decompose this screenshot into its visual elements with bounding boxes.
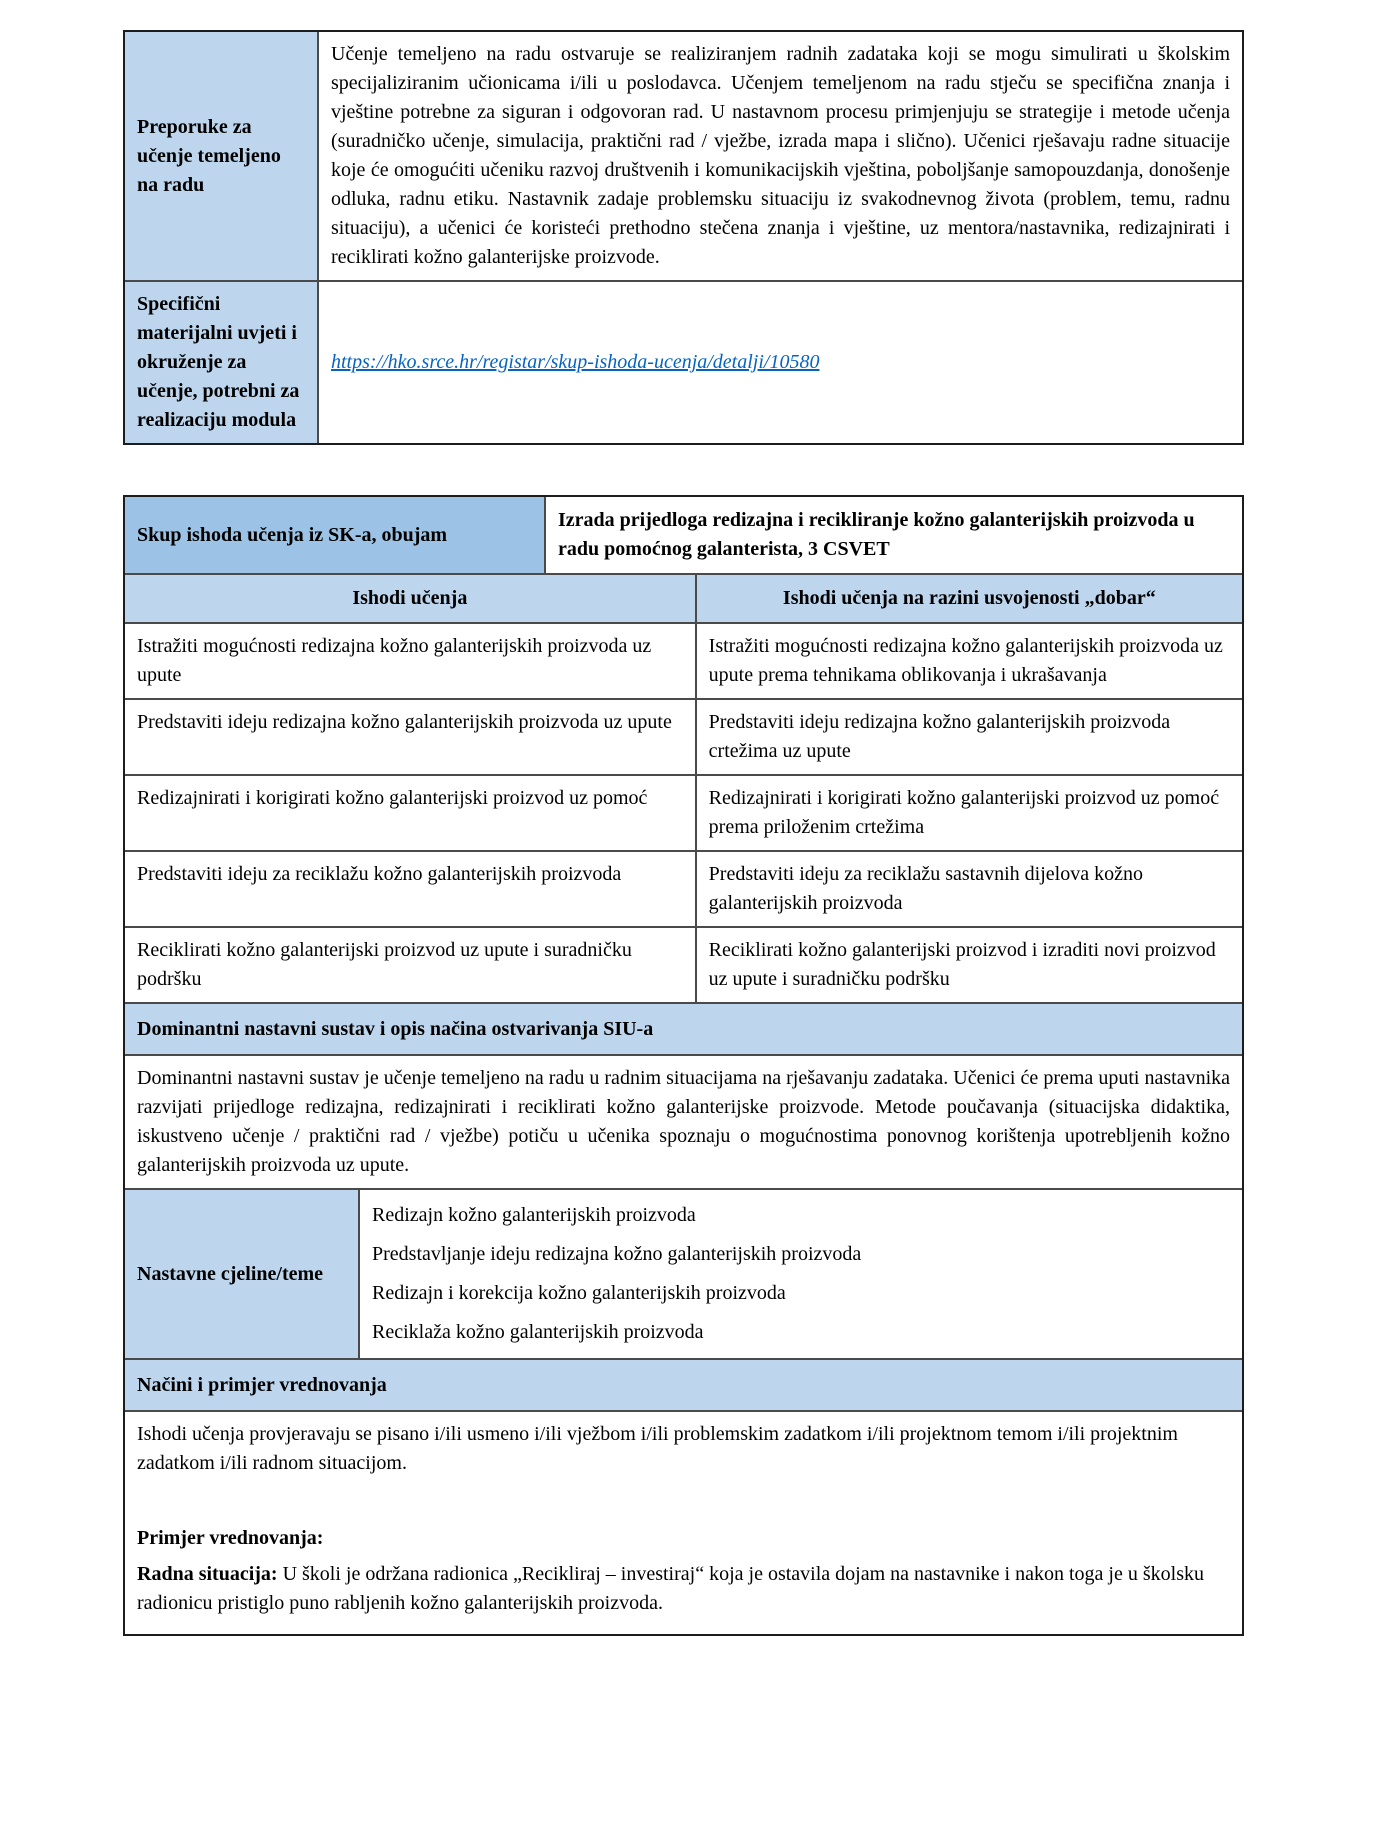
- vrednovanje-text: Ishodi učenja provjeravaju se pisano i/ili usmeno i/ili vježbom i/ili problemskim zadatkom i/ili projektnom temom i/ili projektnim zadatkom i/ili radnom situacijom.: [137, 1423, 1178, 1474]
- outcome-left: Predstaviti ideju za reciklažu kožno galanterijskih proizvoda: [137, 863, 622, 885]
- table-row-outcome-3: [125, 774, 1242, 850]
- teme-item: Redizajn kožno galanterijskih proizvoda: [372, 1204, 696, 1226]
- skup-ishoda-table: [123, 495, 1244, 1636]
- table-row-outcome-1: [125, 622, 1242, 698]
- preporuke-text: Učenje temeljeno na radu ostvaruje se realiziranjem radnih zadataka koji se mogu simulirati u školskim specijaliziranim učionicama i/ili u poslodavca. Učenjem temeljenom na radu stječu se specifična znanja i vještine potrebne za siguran i odgovoran rad. U nastavnom procesu primjenjuju se strategije i metode učenja (suradničko učenje, simulacija, praktični rad / vježbe, izrada mapa i slično). Učenici rješavaju radne situacije koje će omogućiti učeniku razvoj društvenih i komunikacijskih vještina, poboljšanje samopouzdanja, donošenje odluka, radnu etiku. Nastavnik zadaje problemsku situaciju iz svakodnevnog života (problem, temu, radnu situaciju), a učenici će koristeći prethodno stečena znanja i vještine, uz mentora/nastavnika, redizajnirati i reciklirati kožno galanterijske proizvode.: [317, 32, 1242, 280]
- skup-ishoda-value: Izrada prijedloga redizajna i recikliranje kožno galanterijskih proizvoda u radu pomoćnog galanterista, 3 CSVET: [544, 497, 1242, 573]
- document-page: [123, 30, 1244, 1636]
- outcome-right: Redizajnirati i korigirati kožno galanterijski proizvod uz pomoć prema priloženim crtežima: [695, 776, 1242, 850]
- table-row-outcome-2: [125, 698, 1242, 774]
- outcome-left: Istražiti mogućnosti redizajna kožno galanterijskih proizvoda uz upute: [137, 635, 652, 686]
- teme-item: Reciklaža kožno galanterijskih proizvoda: [372, 1321, 704, 1343]
- table-row-vrednovanje-header: [125, 1358, 1242, 1410]
- outcome-left: Reciklirati kožno galanterijski proizvod uz upute i suradničku podršku: [137, 939, 632, 990]
- teme-item: Redizajn i korekcija kožno galanterijskih proizvoda: [372, 1282, 786, 1304]
- radna-situacija-paragraph: [137, 1560, 1230, 1618]
- outcome-right: Istražiti mogućnosti redizajna kožno galanterijskih proizvoda uz upute prema tehnikama oblikovanja i ukrašavanja: [695, 624, 1242, 698]
- outcome-right: Predstaviti ideju redizajna kožno galanterijskih proizvoda crtežima uz upute: [695, 700, 1242, 774]
- table-row-specificni-uvjeti: [125, 280, 1242, 443]
- skup-ishoda-label: Skup ishoda učenja iz SK-a, obujam: [125, 497, 544, 573]
- table-row-dominantni-header: [125, 1002, 1242, 1054]
- column-header-ishodi-dobar: Ishodi učenja na razini usvojenosti „dobar“: [695, 575, 1242, 622]
- teme-item: Predstavljanje ideju redizajna kožno galanterijskih proizvoda: [372, 1243, 862, 1265]
- vrednovanje-header: Načini i primjer vrednovanja: [125, 1360, 1242, 1410]
- link-cell: [317, 282, 1242, 443]
- nastavne-cjeline-label: Nastavne cjeline/teme: [125, 1190, 358, 1358]
- preporuke-table: [123, 30, 1244, 445]
- preporuke-label: Preporuke za učenje temeljeno na radu: [125, 32, 317, 280]
- outcome-right: Reciklirati kožno galanterijski proizvod i izraditi novi proizvod uz upute i suradničku podršku: [695, 928, 1242, 1002]
- radna-situacija-text: U školi je održana radionica „Recikliraj – investiraj“ koja je ostavila dojam na nastavnike i nakon toga je u školsku radionicu pristiglo puno rabljenih kožno galanterijskih proizvoda.: [137, 1563, 1204, 1614]
- outcome-left: Predstaviti ideju redizajna kožno galanterijskih proizvoda uz upute: [137, 711, 672, 733]
- table-row-outcome-4: [125, 850, 1242, 926]
- outcome-left: Redizajnirati i korigirati kožno galanterijski proizvod uz pomoć: [137, 787, 648, 809]
- table-row-outcome-5: [125, 926, 1242, 1002]
- dominantni-header: Dominantni nastavni sustav i opis načina ostvarivanja SIU-a: [125, 1004, 1242, 1054]
- table-row-dominantni-text: [125, 1054, 1242, 1188]
- radna-situacija-label: Radna situacija:: [137, 1563, 278, 1585]
- table-row-column-headers: [125, 573, 1242, 622]
- nastavne-cjeline-list: [358, 1190, 1242, 1358]
- specificni-uvjeti-label: Specifični materijalni uvjeti i okruženje za učenje, potrebni za realizaciju modula: [125, 282, 317, 443]
- table-row-preporuke: [125, 32, 1242, 280]
- primjer-vrednovanja-label: Primjer vrednovanja:: [137, 1527, 324, 1549]
- column-header-ishodi: Ishodi učenja: [125, 575, 695, 622]
- table-row-vrednovanje-text: [125, 1410, 1242, 1634]
- vrednovanje-cell: [125, 1412, 1242, 1634]
- table-row-nastavne-cjeline: [125, 1188, 1242, 1358]
- table-row-skup-ishoda: [125, 497, 1242, 573]
- dominantni-text: Dominantni nastavni sustav je učenje temeljeno na radu u radnim situacijama na rješavanju zadataka. Učenici će prema uputi nastavnika razvijati prijedloge redizajna, redizajnirati i reciklirati kožno galanterijske proizvode. Metode poučavanja (situacijska didaktika, iskustveno učenje / praktični rad / vježbe) potiču u učenika spoznaju o mogućnostima ponovnog korištenja upotrebljenih kožno galanterijskih proizvoda uz upute.: [137, 1067, 1230, 1176]
- skup-ishoda-link[interactable]: https://hko.srce.hr/registar/skup-ishoda-ucenja/detalji/10580: [331, 351, 820, 373]
- outcome-right: Predstaviti ideju za reciklažu sastavnih dijelova kožno galanterijskih proizvoda: [695, 852, 1242, 926]
- table-spacer: [123, 445, 1244, 495]
